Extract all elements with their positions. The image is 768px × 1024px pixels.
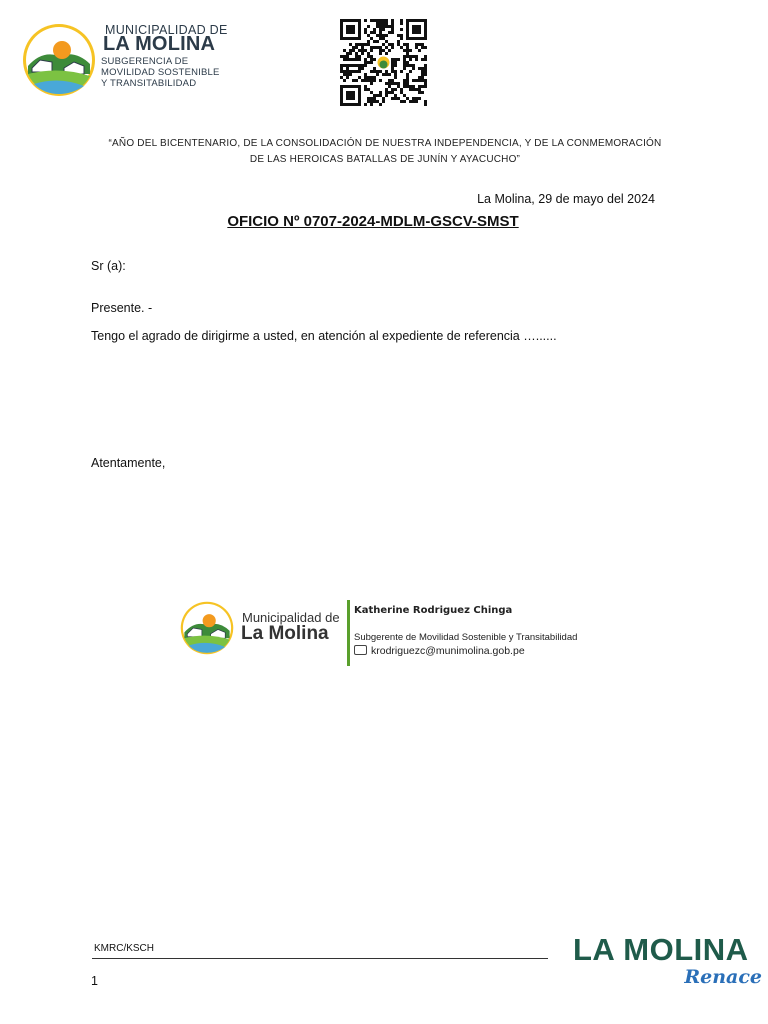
signer-email: krodriguezc@munimolina.gob.pe	[371, 645, 525, 657]
closing: Atentamente,	[91, 456, 166, 470]
signature-divider	[347, 600, 350, 666]
official-year-motto	[60, 136, 710, 168]
letter-body: Tengo el agrado de dirigirme a usted, en atención al expediente de referencia …......	[91, 329, 557, 343]
brand-wordmark: LA MOLINA	[573, 932, 749, 967]
letter-date: La Molina, 29 de mayo del 2024	[477, 192, 655, 206]
signature-emblem-icon	[180, 600, 234, 656]
presente-line: Presente. -	[91, 301, 153, 315]
footer-divider	[92, 958, 548, 959]
logo-line-transitabilidad: Y TRANSITABILIDAD	[101, 78, 197, 89]
motto-line-1: “AÑO DEL BICENTENARIO, DE LA CONSOLIDACIÓN DE NUESTRA INDEPENDENCIA, Y DE LA CONMEMORACIÓN	[108, 138, 662, 149]
letter-title: OFICIO Nº 0707-2024-MDLM-GSCV-SMST	[227, 213, 519, 230]
municipality-emblem-icon	[22, 22, 96, 98]
signature-block	[180, 598, 600, 670]
qr-code-icon	[338, 18, 430, 106]
salutation: Sr (a):	[91, 259, 126, 273]
logo-line-subgerencia: SUBGERENCIA DE	[101, 56, 189, 67]
mail-icon	[354, 645, 367, 655]
logo-line-movilidad: MOVILIDAD SOSTENIBLE	[101, 67, 220, 78]
page-number: 1	[91, 974, 98, 988]
logo-line-la-molina: LA MOLINA	[103, 33, 216, 55]
motto-line-2: DE LAS HEROICAS BATALLAS DE JUNÍN Y AYACUCHO”	[249, 154, 521, 165]
brand-tagline: Renace	[684, 966, 762, 988]
municipality-logo	[22, 20, 232, 100]
signer-email-row	[354, 644, 525, 657]
la-molina-renace-logo	[571, 932, 765, 996]
author-initials: KMRC/KSCH	[94, 943, 155, 954]
signer-name: Katherine Rodriguez Chinga	[354, 605, 513, 616]
signature-org-line-1: Municipalidad de	[242, 610, 340, 625]
signer-role: Subgerente de Movilidad Sostenible y Transitabilidad	[354, 632, 578, 643]
logo-line-municipalidad: MUNICIPALIDAD DE	[105, 23, 228, 37]
signature-org-line-2: La Molina	[241, 623, 329, 644]
